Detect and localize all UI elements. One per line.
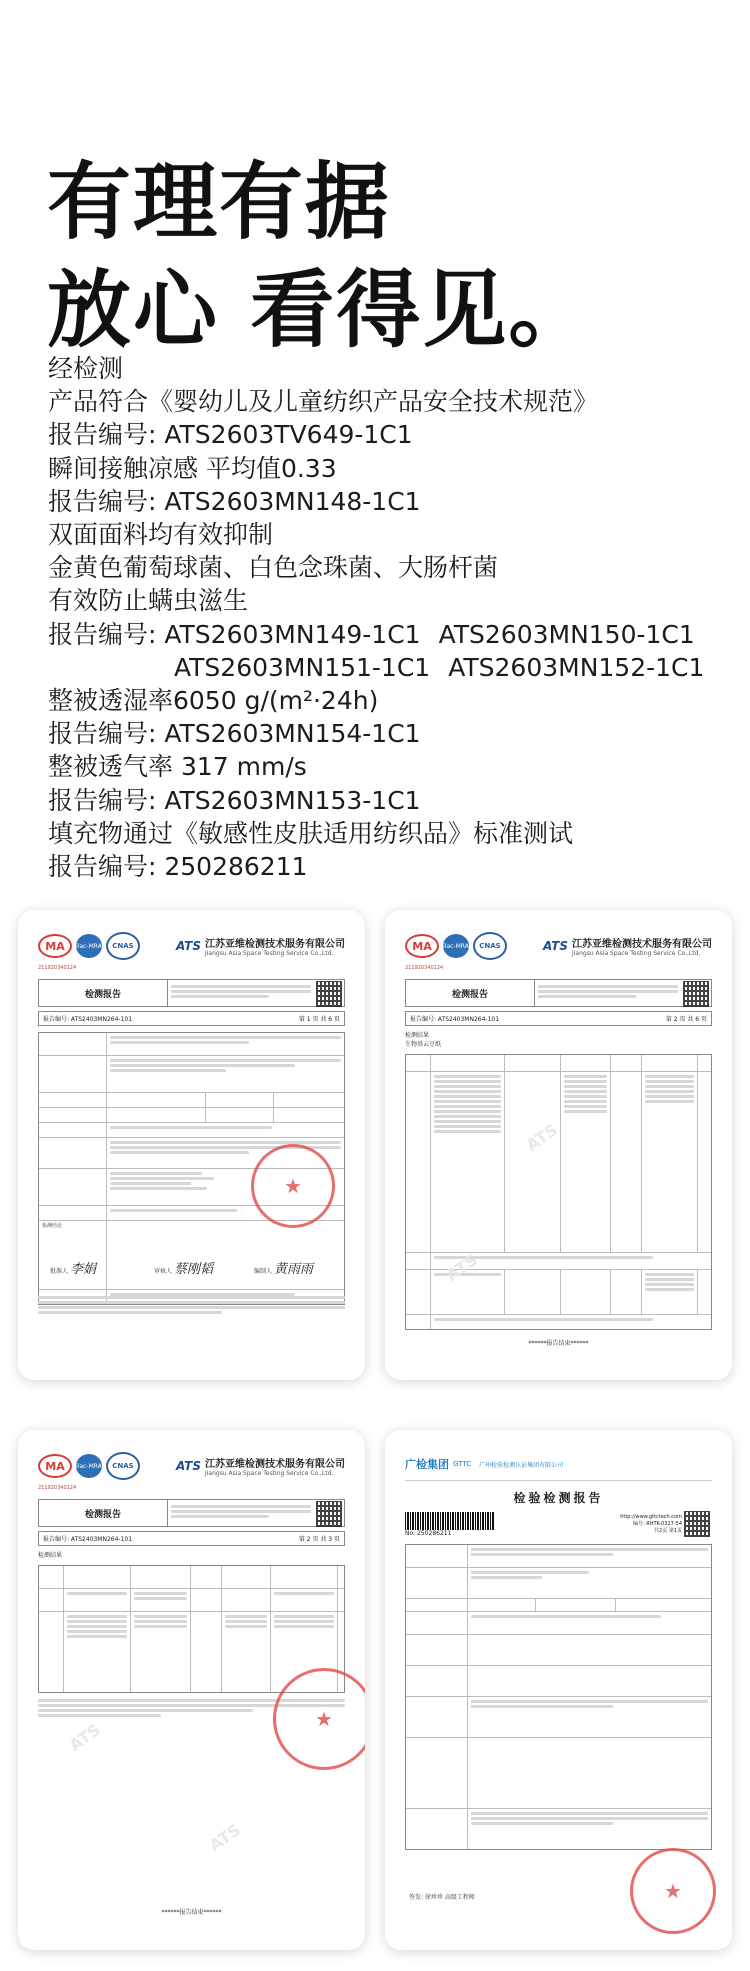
org-name: 江苏亚维检测技术服务有限公司 — [205, 939, 345, 950]
gz-logo-icon: 广检集团 — [405, 1458, 449, 1471]
report-number: ATS2603MN152-1C1 — [448, 652, 705, 682]
report-header — [405, 928, 712, 964]
info-row: 产品符合《婴幼儿及儿童纺织产品安全技术规范》 — [48, 387, 599, 417]
signature: 李娟 — [69, 1262, 96, 1277]
report-table — [405, 1544, 712, 1850]
test-info — [48, 352, 738, 883]
report-number: No: 250286211 — [405, 1529, 452, 1537]
ats-logo-icon: ATS — [176, 1459, 201, 1473]
report-title: 检测报告 — [39, 1500, 168, 1526]
signer: 签发: 徐珍珍 高级工程师 — [409, 1894, 475, 1901]
official-seal-icon: ★ — [251, 1144, 335, 1228]
barcode-icon — [405, 1512, 495, 1530]
ilac-logo-icon: ilac-MRA — [443, 934, 469, 958]
org-name: 江苏亚维检测技术服务有限公司 — [205, 1459, 345, 1470]
ma-logo-icon: MA — [38, 1454, 72, 1478]
ats-logo-icon: ATS — [176, 939, 201, 953]
ats-logo-icon: ATS — [543, 939, 568, 953]
report-end: ******报告结束****** — [528, 1340, 589, 1347]
org-name-en: Jiangsu Asia Space Testing Service Co.,Ltd. — [205, 950, 334, 957]
ma-logo-icon: MA — [38, 934, 72, 958]
info-row: 经检测 — [48, 354, 124, 383]
gttc-logo-icon: GTTC — [453, 1460, 472, 1468]
info-row — [48, 651, 738, 684]
org-name: 江苏亚维检测技术服务有限公司 — [572, 939, 712, 950]
section-title: 检测结果 — [405, 1032, 430, 1039]
report-number: 报告编号: ATS2403MN264-101 — [410, 1016, 500, 1023]
info-row: 报告编号: ATS2603MN153-1C1 — [48, 785, 421, 815]
report-card-3[interactable]: MA ilac-MRA CNAS ATS 江苏亚维检测技术服务有限公司 Jiangsu Asia Space Testing Service Co.,Ltd. 211920340124 检测报告 报告编号: ATS2403MN264-101 第 2 页 共 3 页 检测结果 ★ ******报告结束****** ATS ATS — [18, 1430, 365, 1950]
results-table — [405, 1054, 712, 1330]
qr-code-icon — [684, 1511, 710, 1537]
report-number: ATS2603MN151-1C1 — [174, 652, 431, 682]
report-title: 检验检测报告 — [513, 1491, 604, 1505]
report-card-4[interactable] — [385, 1430, 732, 1950]
official-seal-icon: ★ — [273, 1668, 365, 1770]
conclusion-label: 检测结论 — [39, 1221, 107, 1289]
org-name: 广州检验检测认证集团有限公司 — [479, 1461, 564, 1469]
report-end: ******报告结束****** — [161, 1909, 222, 1916]
info-row: 报告编号: 250286211 — [48, 852, 308, 882]
headline-line-1: 有理有据 — [47, 153, 392, 251]
headline — [47, 148, 594, 364]
cert-code: 211920340124 — [38, 965, 77, 971]
headline-line-2: 放心 看得见。 — [47, 261, 595, 359]
page-number: 共2页 第1页 — [654, 1528, 682, 1534]
info-row: 报告编号: ATS2603MN154-1C1 — [48, 719, 421, 749]
info-row — [48, 618, 738, 651]
info-row: 填充物通过《敏感性皮肤适用纺织品》标准测试 — [48, 818, 574, 848]
cnas-logo-icon: CNAS — [473, 932, 507, 960]
ilac-logo-icon: ilac-MRA — [76, 934, 102, 958]
ma-logo-icon: MA — [405, 934, 439, 958]
org-name-en: Jiangsu Asia Space Testing Service Co.,Ltd. — [205, 1470, 334, 1477]
info-row: 瞬间接触凉感 平均值0.33 — [48, 453, 337, 483]
signature: 黄雨雨 — [273, 1262, 313, 1277]
cnas-logo-icon: CNAS — [106, 932, 140, 960]
page-number: 第 1 页 共 6 页 — [298, 1016, 340, 1023]
signer-label: 编制人 — [254, 1268, 273, 1275]
info-row: 整被透气率 317 mm/s — [48, 752, 307, 782]
page-number: 第 2 页 共 6 页 — [665, 1016, 707, 1023]
report-card-1[interactable] — [18, 910, 365, 1380]
qr-code-icon — [316, 981, 342, 1007]
info-row: 报告编号: ATS2603TV649-1C1 — [48, 420, 413, 450]
report-number: 报告编号: ATS2603MN149-1C1 — [48, 619, 421, 649]
cert-code: 211920340124 — [38, 1485, 77, 1491]
report-number: ATS2603MN150-1C1 — [438, 619, 695, 649]
report-header — [38, 1448, 345, 1484]
website: http://www.gttctech.com — [620, 1514, 682, 1520]
report-title: 检测报告 — [39, 980, 168, 1006]
signer-label: 审核人 — [154, 1268, 173, 1275]
cnas-logo-icon: CNAS — [106, 1452, 140, 1480]
info-row: 报告编号: ATS2603MN148-1C1 — [48, 486, 421, 516]
report-title: 检测报告 — [406, 980, 535, 1006]
org-name-en: Jiangsu Asia Space Testing Service Co.,Ltd. — [572, 950, 701, 957]
info-row: 整被透湿率6050 g/(m²·24h) — [48, 686, 379, 716]
signature: 蔡刚韬 — [173, 1262, 213, 1277]
qr-code-icon — [316, 1501, 342, 1527]
report-number: 报告编号: ATS2403MN264-101 — [43, 1536, 133, 1543]
official-seal-icon: ★ — [630, 1848, 716, 1934]
info-row: 有效防止螨虫滋生 — [48, 586, 249, 616]
signer-label: 批准人 — [50, 1268, 69, 1275]
section-title: 检测结果 — [38, 1552, 63, 1559]
cert-code: 211920340124 — [405, 965, 444, 971]
ilac-logo-icon: ilac-MRA — [76, 1454, 102, 1478]
section-subtitle: 生物基云豆纸 — [405, 1041, 442, 1048]
info-row: 双面面料均有效抑制 — [48, 520, 274, 550]
report-code: 编号: RHTK-0327-54 — [632, 1521, 682, 1527]
report-card-2[interactable]: MA ilac-MRA CNAS ATS 江苏亚维检测技术服务有限公司 Jiangsu Asia Space Testing Service Co.,Ltd. 211920340124 检测报告 报告编号: ATS2403MN264-101 第 2 页 共 6 页 检测结果 生物基云豆纸 ******报告结束****** ATS ATS — [385, 910, 732, 1380]
report-number: 报告编号: ATS2403MN264-101 — [43, 1016, 133, 1023]
report-header — [38, 928, 345, 964]
report-header — [405, 1448, 712, 1481]
qr-code-icon — [683, 981, 709, 1007]
info-row: 金黄色葡萄球菌、白色念珠菌、大肠杆菌 — [48, 553, 499, 583]
page-number: 第 2 页 共 3 页 — [298, 1536, 340, 1543]
